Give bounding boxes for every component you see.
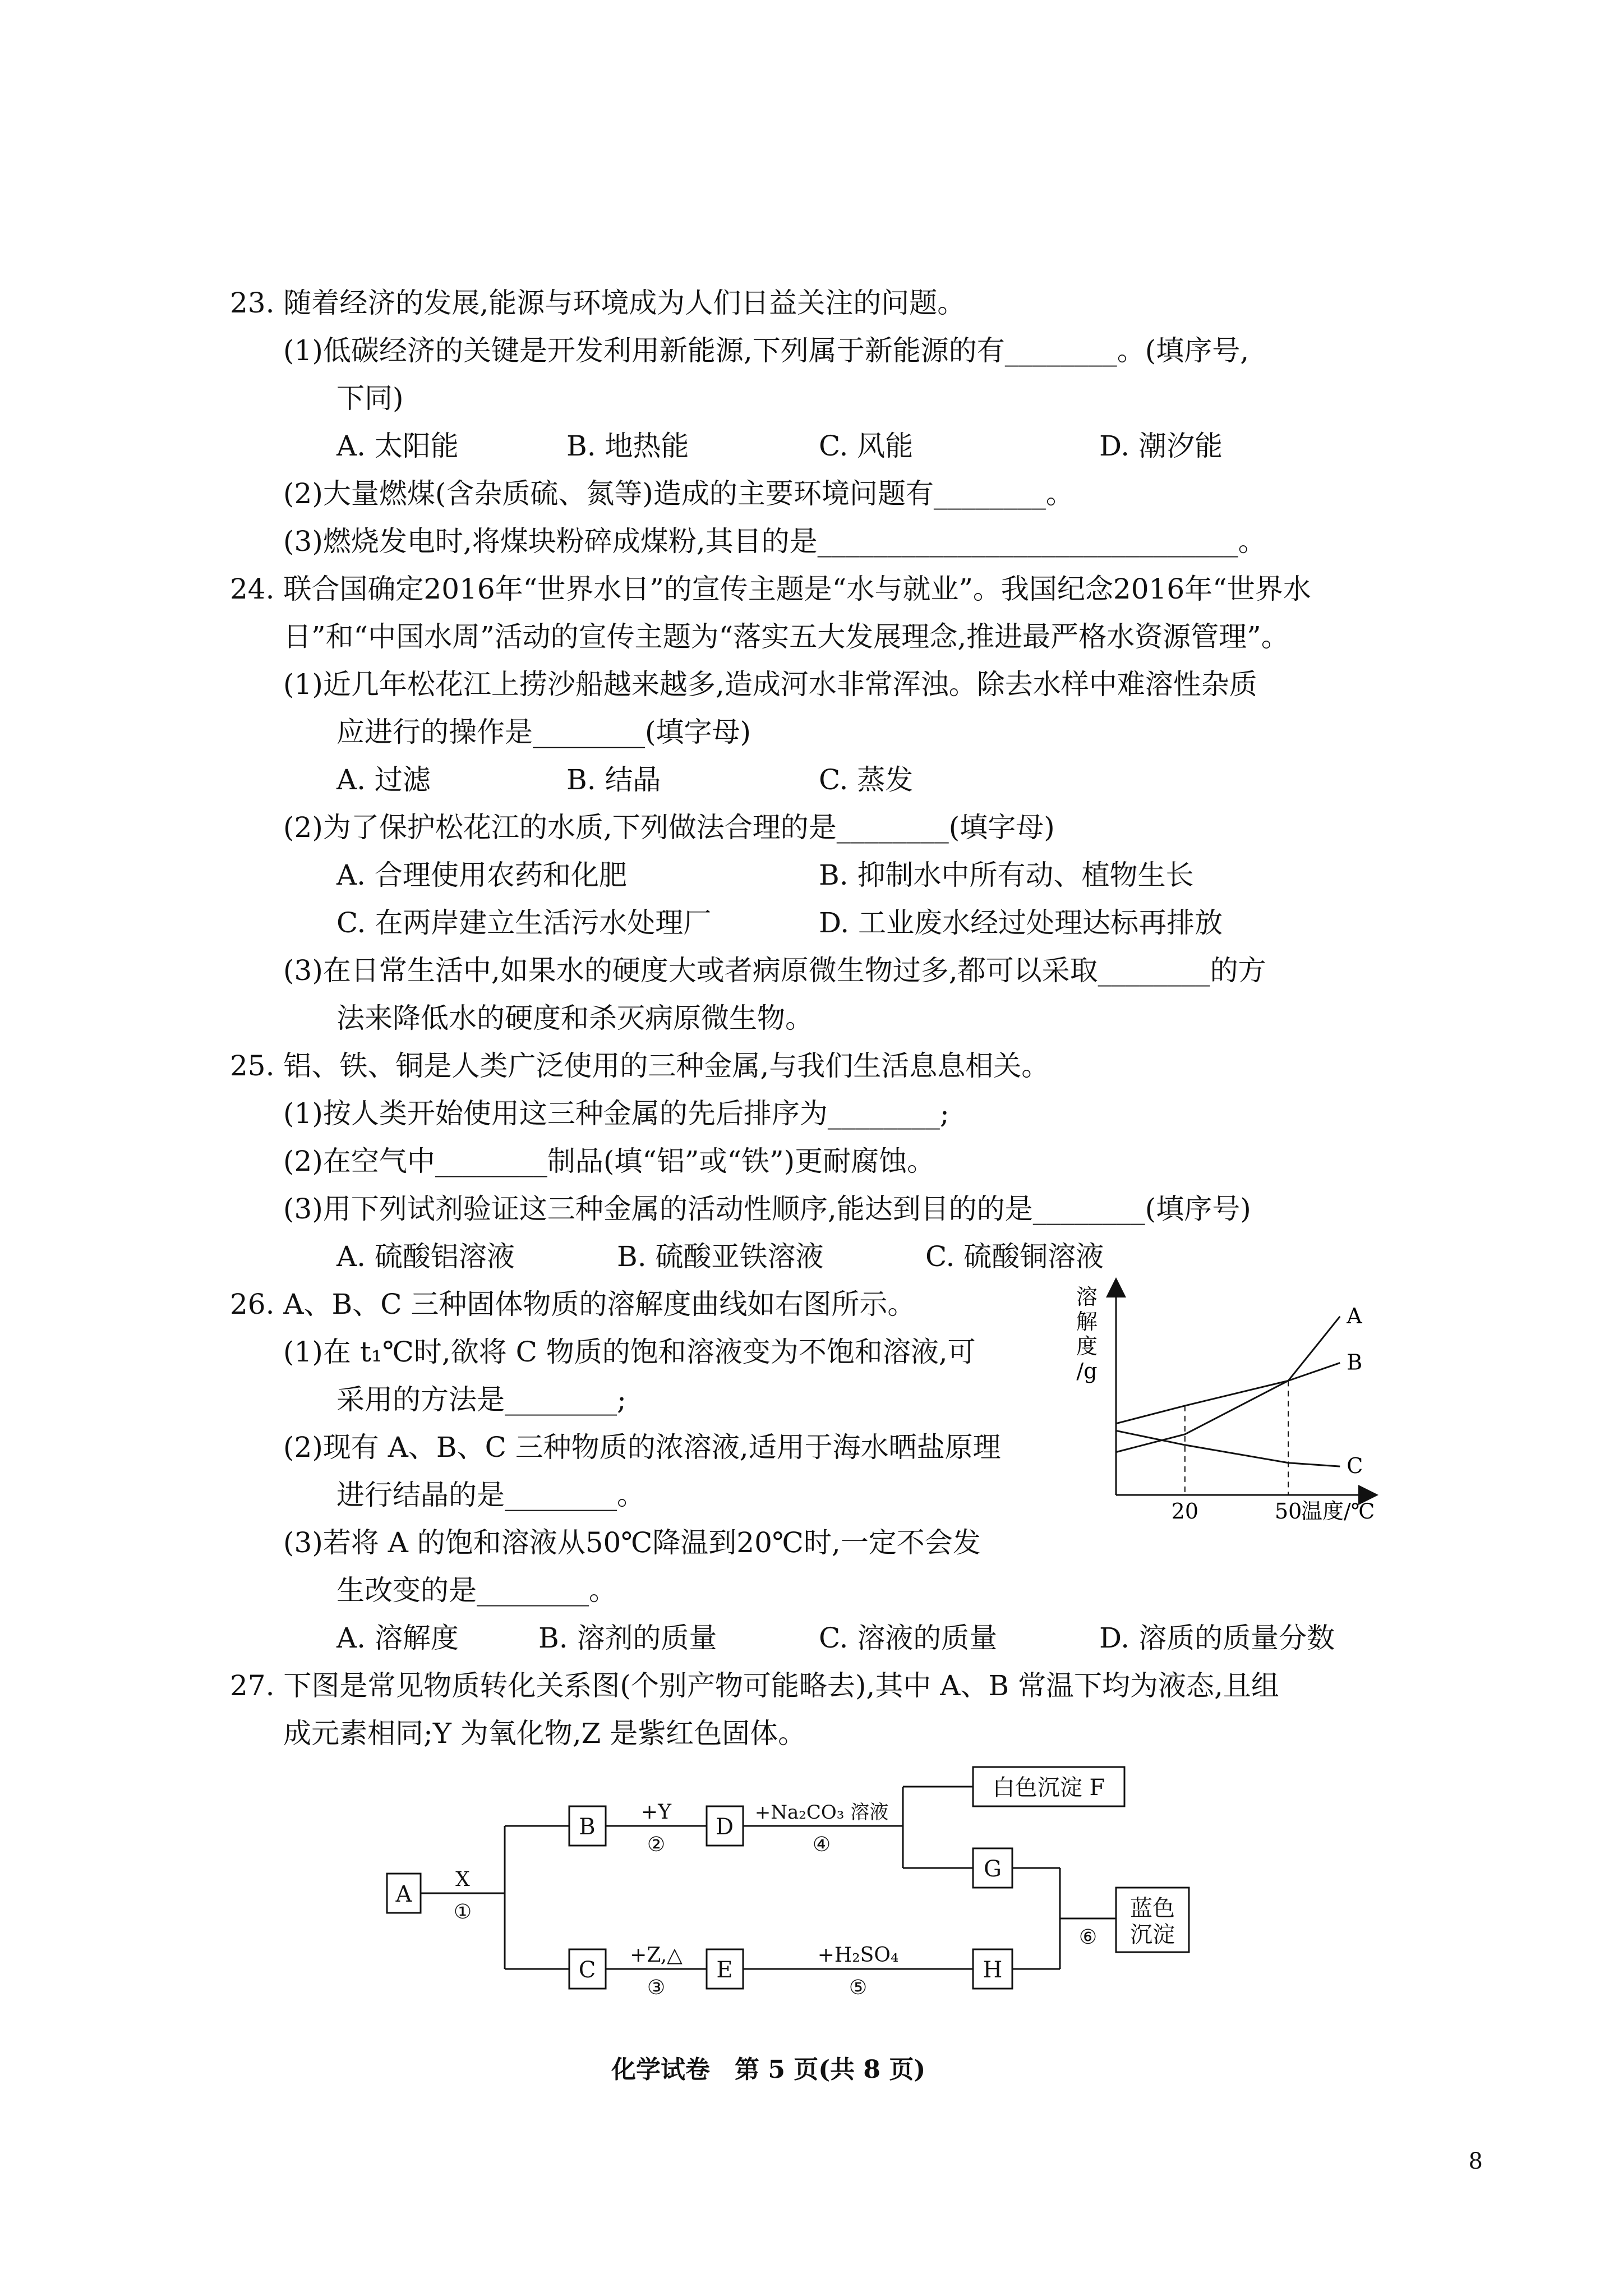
q24-part1-option-a: A. 过滤 [336,763,431,796]
q27-stem-line2: 成元素相同;Y 为氧化物,Z 是紫红色固体。 [283,1717,806,1750]
q24-part1-line2: 应进行的操作是________(填字母) [336,716,751,748]
q24-part1-option-c: C. 蒸发 [819,763,914,796]
node-e-label: E [716,1957,733,1983]
reaction-2-number: ② [647,1833,666,1856]
q25-option-b: B. 硫酸亚铁溶液 [617,1240,824,1273]
x-tick-label: 20 [1171,1499,1199,1524]
reaction-3-number: ③ [647,1976,666,1999]
q26-option-d: D. 溶质的质量分数 [1099,1622,1335,1654]
q24-part1-line1: (1)近几年松花江上捞沙船越来越多,造成河水非常浑浊。除去水样中难溶性杂质 [283,668,1257,701]
reaction-1-number: ① [453,1901,472,1924]
q26-option-a: A. 溶解度 [336,1622,459,1654]
q23-part2: (2)大量燃煤(含杂质硫、氮等)造成的主要环境问题有________。 [283,477,1074,510]
y-axis-label-char: 度 [1076,1334,1098,1359]
q24-part2-option-c: C. 在两岸建立生活污水处理厂 [336,907,712,939]
q26-stem: 26. A、B、C 三种固体物质的溶解度曲线如右图所示。 [230,1288,916,1320]
q23-part3: (3)燃烧发电时,将煤块粉碎成煤粉,其目的是______________________________。 [283,525,1266,558]
q24-part3-line2: 法来降低水的硬度和杀灭病原微生物。 [336,1002,813,1034]
q26-part3-line1: (3)若将 A 的饱和溶液从50℃降温到20℃时,一定不会发 [283,1526,981,1559]
curve-label-A: A [1347,1303,1362,1328]
reaction-6-number: ⑥ [1078,1926,1098,1949]
q25-option-c: C. 硫酸铜溶液 [925,1240,1104,1273]
q27-stem-line1: 27. 下图是常见物质转化关系图(个别产物可能略去),其中 A、B 常温下均为液态,且组 [230,1669,1279,1702]
reaction-5-reagent: +H₂SO₄ [817,1944,899,1967]
y-axis-label-char: 解 [1076,1309,1098,1334]
node-c-label: C [578,1957,596,1983]
q23-part1-line2: 下同) [336,382,404,415]
q23-option-d: D. 潮汐能 [1099,430,1223,462]
curve-label-C: C [1347,1453,1363,1479]
curve-label-B: B [1347,1350,1363,1375]
node-blue-line2: 沉淀 [1130,1922,1175,1948]
q23-option-a: A. 太阳能 [336,430,459,462]
curve-C [1116,1430,1340,1466]
q25-part2: (2)在空气中________制品(填“铝”或“铁”)更耐腐蚀。 [283,1145,935,1177]
curve-B [1116,1363,1340,1424]
reaction-4-number: ④ [812,1833,831,1856]
transformation-diagram [365,1761,1290,2019]
q24-part1-option-b: B. 结晶 [566,763,661,796]
node-blue-line1: 蓝色 [1130,1895,1175,1921]
q23-option-c: C. 风能 [819,430,914,462]
x-tick-label: 50 [1274,1499,1302,1524]
q26-part2-line2: 进行结晶的是________。 [336,1479,645,1511]
q24-part3-line1: (3)在日常生活中,如果水的硬度大或者病原微生物过多,都可以采取________的方 [283,954,1266,987]
reaction-3-reagent: +Z,△ [630,1944,683,1967]
y-axis-label-char: /g [1076,1359,1098,1383]
q25-part1: (1)按人类开始使用这三种金属的先后排序为________; [283,1097,949,1130]
y-axis-label-char: 溶 [1076,1285,1098,1309]
page-footer: 化学试卷 第 5 页(共 8 页) [611,2055,926,2084]
q23-option-b: B. 地热能 [566,430,689,462]
q24-part2-option-a: A. 合理使用农药和化肥 [336,859,627,891]
node-h-label: H [983,1957,1003,1983]
q26-part1-line1: (1)在 t₁℃时,欲将 C 物质的饱和溶液变为不饱和溶液,可 [283,1336,976,1368]
q24-part2-option-b: B. 抑制水中所有动、植物生长 [819,859,1194,891]
q25-stem: 25. 铝、铁、铜是人类广泛使用的三种金属,与我们生活息息相关。 [230,1050,1050,1082]
q23-part1-line1: (1)低碳经济的关键是开发利用新能源,下列属于新能源的有________。(填序号, [283,334,1249,367]
reaction-2-reagent: +Y [641,1801,671,1824]
q26-option-c: C. 溶液的质量 [819,1622,998,1654]
page-number: 8 [1468,2148,1483,2174]
node-a-label: A [395,1881,412,1907]
node-f-label: 白色沉淀 F [992,1775,1105,1801]
q24-stem-line1: 24. 联合国确定2016年“世界水日”的宣传主题是“水与就业”。我国纪念2016年“世界水 [230,573,1311,605]
reaction-1-reagent: X [455,1868,470,1891]
y-axis-label [1076,1285,1098,1383]
q26-part1-line2: 采用的方法是________; [336,1383,626,1416]
node-b-label: B [579,1814,596,1840]
q25-option-a: A. 硫酸铝溶液 [336,1240,515,1273]
q26-part3-line2: 生改变的是________。 [336,1574,617,1607]
node-g-label: G [984,1856,1002,1882]
x-axis-label: 温度/℃ [1301,1499,1375,1524]
q24-part2: (2)为了保护松花江的水质,下列做法合理的是________(填字母) [283,811,1055,844]
curve-A [1116,1317,1340,1452]
q26-part2-line1: (2)现有 A、B、C 三种物质的浓溶液,适用于海水晒盐原理 [283,1431,1001,1464]
q25-part3: (3)用下列试剂验证这三种金属的活动性顺序,能达到目的的是________(填序号) [283,1193,1251,1225]
solubility-chart [1066,1276,1380,1534]
reaction-5-number: ⑤ [849,1976,868,1999]
reaction-4-reagent: +Na₂CO₃ 溶液 [754,1801,889,1824]
q24-part2-option-d: D. 工业废水经过处理达标再排放 [819,907,1223,939]
q24-stem-line2: 日”和“中国水周”活动的宣传主题为“落实五大发展理念,推进最严格水资源管理”。 [283,620,1289,653]
q23-stem: 23. 随着经济的发展,能源与环境成为人们日益关注的问题。 [230,287,966,319]
q26-option-b: B. 溶剂的质量 [538,1622,717,1654]
node-d-label: D [715,1814,734,1840]
